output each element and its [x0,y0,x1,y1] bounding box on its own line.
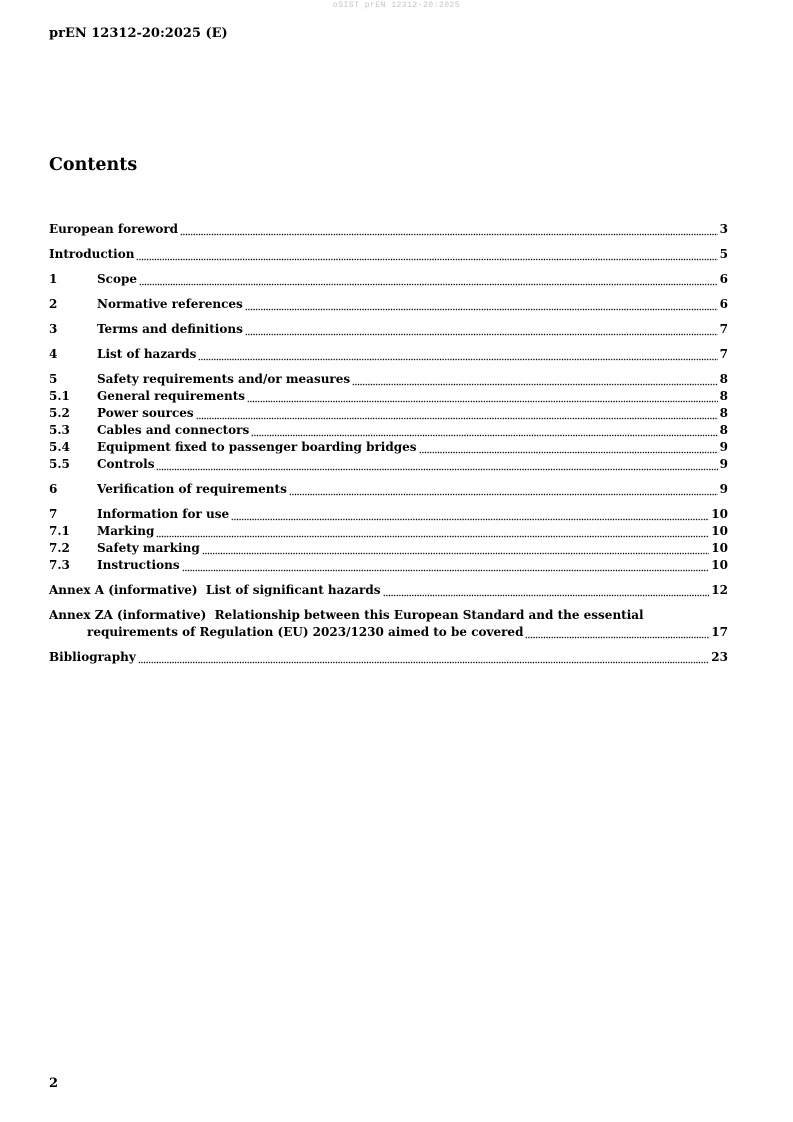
toc-page: 8 [719,372,728,386]
toc-title: Power sources [97,406,194,420]
toc-page: 10 [711,524,728,538]
toc-page: 12 [711,583,728,597]
leader-dots [231,508,709,521]
toc-entry-marking[interactable] [49,523,728,540]
toc-number: 5.1 [49,389,70,403]
toc-number: 5.4 [49,440,70,454]
page-number: 2 [49,1076,59,1091]
toc-entry-general-requirements[interactable] [49,388,728,405]
leader-dots [352,373,718,386]
toc-entry-list-of-hazards[interactable] [49,346,728,363]
leader-dots [383,584,710,597]
toc-title: Cables and connectors [97,423,250,437]
toc-page: 8 [719,423,728,437]
toc-number: 4 [49,347,58,361]
toc-entry-introduction[interactable] [49,246,728,263]
toc-page: 8 [719,406,728,420]
toc-title: Annex A (informative) List of significant hazards [49,583,381,597]
leader-dots [156,525,709,538]
leader-dots [156,458,717,471]
toc-title-line1: Annex ZA (informative) Relationship between this European Standard and the essential [49,608,644,622]
toc-number: 5.5 [49,457,70,471]
toc-page: 7 [719,322,728,336]
toc-number: 7.2 [49,541,70,555]
toc-number: 5 [49,372,58,386]
leader-dots [251,424,717,437]
toc-page: 17 [711,625,728,639]
toc-title: List of hazards [97,347,197,361]
toc-page: 23 [711,650,728,664]
toc-title: Information for use [97,507,230,521]
toc-entry-safety-marking[interactable] [49,540,728,557]
toc-entry-verification[interactable] [49,481,728,498]
toc-title: Instructions [97,558,180,572]
toc-entry-information-for-use[interactable] [49,506,728,523]
toc-entry-equipment-fixed[interactable] [49,439,728,456]
toc-number: 2 [49,297,58,311]
toc-title: European foreword [49,222,179,236]
toc-title: Introduction [49,247,135,261]
leader-dots [139,273,718,286]
toc-entry-power-sources[interactable] [49,405,728,422]
toc-title: Scope [97,272,138,286]
leader-dots [136,248,717,261]
toc-page: 10 [711,541,728,555]
toc-page: 8 [719,389,728,403]
toc-entry-european-foreword[interactable] [49,221,728,238]
leader-dots [245,323,718,336]
leader-dots [419,441,718,454]
toc-number: 6 [49,482,58,496]
watermark: oSIST prEN 12312-20:2025 [332,1,461,10]
toc-entry-terms-and-definitions[interactable] [49,321,728,338]
toc-title-line2-row [49,624,728,641]
contents-title: Contents [49,155,138,175]
toc-number: 5.2 [49,406,70,420]
toc-title: Controls [97,457,155,471]
leader-dots [245,298,718,311]
leader-dots [202,542,710,555]
toc-number: 5.3 [49,423,70,437]
leader-dots [289,483,718,496]
toc-title: Normative references [97,297,243,311]
toc-page: 6 [719,297,728,311]
toc-number: 7.1 [49,524,70,538]
toc-entry-normative-references[interactable] [49,296,728,313]
toc-page: 5 [719,247,728,261]
toc-title: Bibliography [49,650,136,664]
toc-number: 7 [49,507,58,521]
table-of-contents [49,221,728,666]
toc-title-line2: requirements of Regulation (EU) 2023/1230 aimed to be covered [87,625,524,639]
toc-page: 9 [719,440,728,454]
toc-title: Marking [97,524,155,538]
toc-title: Verification of requirements [97,482,287,496]
toc-number: 7.3 [49,558,70,572]
toc-page: 10 [711,558,728,572]
toc-entry-bibliography[interactable] [49,649,728,666]
leader-dots [180,223,718,236]
toc-page: 3 [719,222,728,236]
toc-entry-annex-a[interactable] [49,582,728,599]
toc-title: Safety marking [97,541,200,555]
toc-entry-safety-requirements[interactable] [49,371,728,388]
leader-dots [196,407,718,420]
toc-page: 6 [719,272,728,286]
leader-dots [247,390,718,403]
leader-dots [525,626,709,639]
toc-title: Terms and definitions [97,322,243,336]
toc-page: 10 [711,507,728,521]
toc-title: Equipment fixed to passenger boarding bridges [97,440,417,454]
toc-entry-scope[interactable] [49,271,728,288]
toc-entry-controls[interactable] [49,456,728,473]
toc-title: Safety requirements and/or measures [97,372,351,386]
document-id: prEN 12312-20:2025 (E) [49,26,228,41]
toc-entry-instructions[interactable] [49,557,728,574]
leader-dots [198,348,717,361]
leader-dots [138,651,710,664]
leader-dots [182,559,710,572]
toc-entry-cables-and-connectors[interactable] [49,422,728,439]
toc-page: 9 [719,457,728,471]
toc-entry-annex-za[interactable] [49,607,728,641]
toc-number: 3 [49,322,58,336]
toc-page: 7 [719,347,728,361]
toc-number: 1 [49,272,58,286]
toc-title: General requirements [97,389,246,403]
toc-page: 9 [719,482,728,496]
